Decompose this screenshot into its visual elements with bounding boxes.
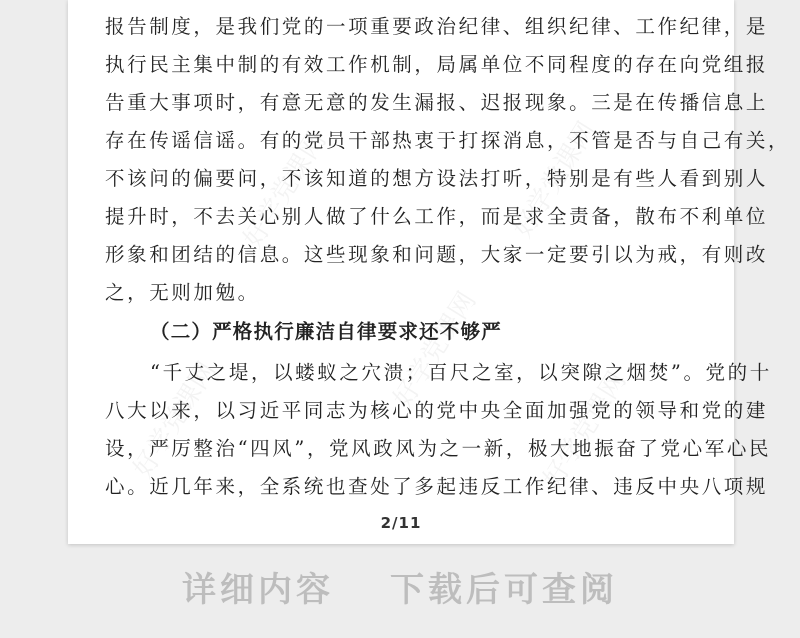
details-label: 详细内容 [182,570,334,610]
paragraph-line: 之，无则加勉。 [105,281,260,304]
paragraph-line: 设，严厉整治“四风”，党风政风为之一新，极大地振奋了党心军心民 [105,437,772,460]
watermark: 好学党课网 [507,116,603,243]
paragraph-line: 八大以来，以习近平同志为核心的党中央全面加强党的领导和党的建 [105,399,769,422]
watermark: 好学党课网 [127,356,223,483]
paragraph-line: 心。近几年来，全系统也查处了多起违反工作纪律、违反中央八项规 [105,475,769,498]
paragraph-line: 执行民主集中制的有效工作机制，局属单位不同程度的存在向党组报 [105,53,769,76]
download-hint-label: 下载后可查阅 [390,570,618,610]
paragraph-line: “千丈之堤，以蝼蚁之穴溃；百尺之室，以突隙之烟焚”。党的十 [150,361,772,384]
paragraph-line: 告重大事项时，有意无意的发生漏报、迟报现象。三是在传播信息上 [105,91,769,114]
section-heading: （二）严格执行廉洁自律要求还不够严 [150,320,502,343]
paragraph-line: 存在传谣信谣。有的党员干部热衷于打探消息，不管是否与自己有关， [105,129,791,152]
watermark: 好学党课网 [237,126,333,253]
watermark: 好学党课网 [387,286,483,413]
paragraph-line: 不该问的偏要问，不该知道的想方设法打听，特别是有些人看到别人 [105,167,769,190]
watermark: 好学党课网 [537,366,633,493]
page-number: 2/11 [380,514,422,532]
paragraph-line: 报告制度，是我们党的一项重要政治纪律、组织纪律、工作纪律，是 [105,15,769,38]
paragraph-line: 形象和团结的信息。这些现象和问题，大家一定要引以为戒，有则改 [105,243,769,266]
paragraph-line: 提升时，不去关心别人做了什么工作，而是求全责备，散布不利单位 [105,205,769,228]
document-page [68,0,791,544]
download-prompt-banner [0,562,800,611]
